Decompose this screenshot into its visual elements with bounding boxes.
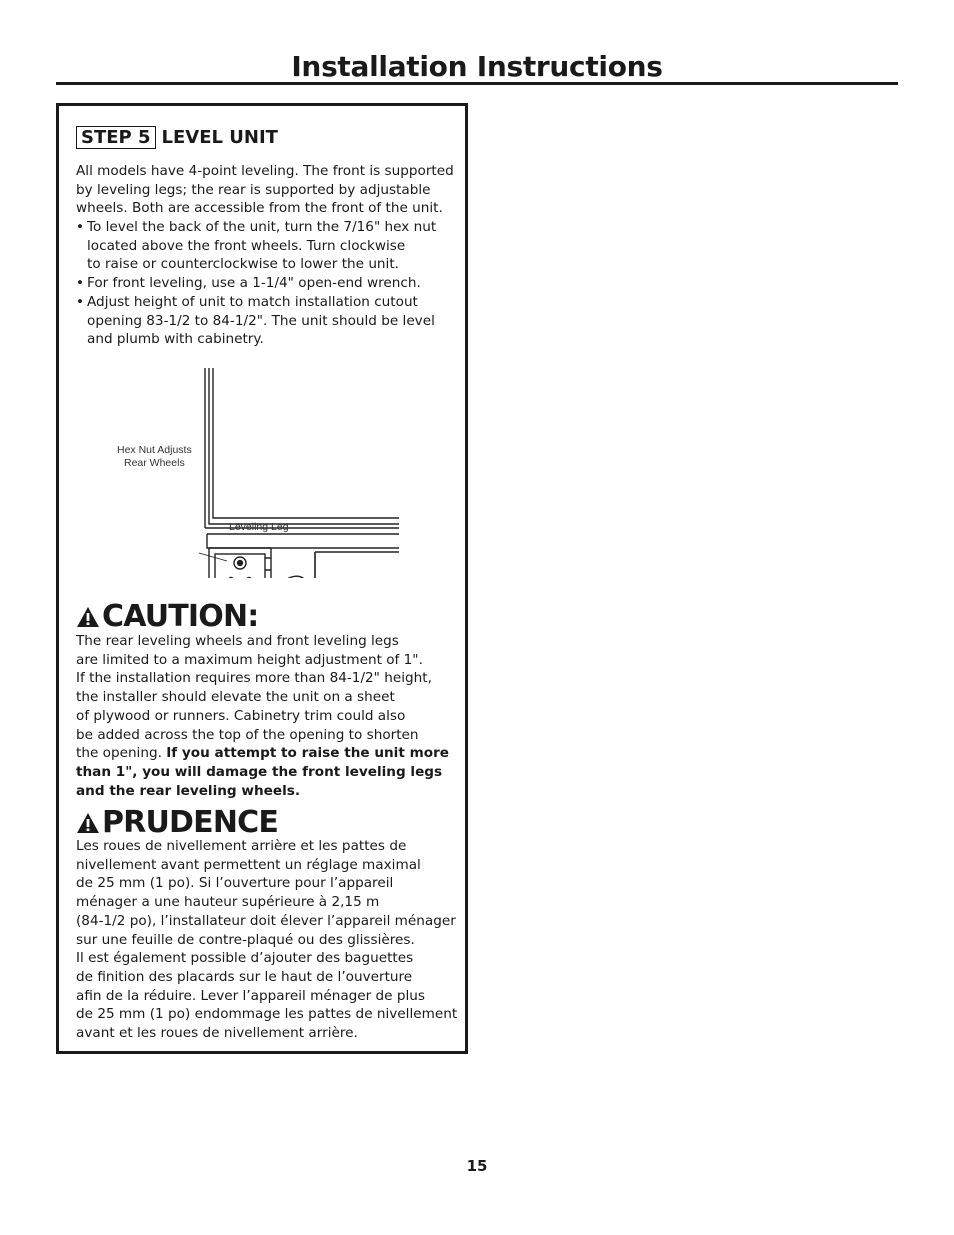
prudence-heading [76, 805, 279, 840]
bullet-text: Adjust height of unit to match installation cutout opening 83-1/2 to 84-1/2". The unit should be level and plumb with cabinetry. [87, 293, 435, 348]
list-item: • Adjust height of unit to match installation cutout opening 83-1/2 to 84-1/2". The unit should be level and plumb with cabinetry. [76, 293, 435, 348]
bullet-text: To level the back of the unit, turn the 7/16" hex nut located above the front wheels. Turn clockwise to raise or counterclockwise to lower the unit. [87, 219, 437, 273]
step-5-box [56, 103, 468, 1054]
title-rule [56, 82, 898, 85]
caution-heading [76, 599, 259, 634]
step-label: STEP 5 [76, 126, 156, 149]
caution-title: CAUTION: [102, 599, 259, 634]
leveling-diagram [99, 358, 419, 578]
step-title: LEVEL UNIT [161, 127, 278, 148]
prudence-text: Les roues de nivellement arrière et les pattes de nivellement avant permettent un réglage maximal de 25 mm (1 po). Si l’ouverture pour l’appareil ménager a une hauteur supérieure à 2,15 m (84-1/2 po), l’installateur doit élever l’appareil ménager sur une feuille de contre-plaqué ou des glissières. Il est également possible d’ajouter des baguettes de finition des placards sur le haut de l’ouverture afin de la réduire. Lever l’appareil ménager de plus de 25 mm (1 po) endommage les pattes de nivellement avant et les roues de nivellement arrière. [76, 838, 458, 1042]
page-title: Installation Instructions [291, 50, 663, 83]
step-heading [76, 127, 278, 148]
caution-bold-text: If you attempt to raise the unit more than 1", you will damage the front leveling legs and the rear leveling wheels. [76, 745, 449, 799]
warning-icon [76, 606, 100, 628]
list-item: • To level the back of the unit, turn the 7/16" hex nut located above the front wheels. Turn clockwise to raise or counterclockwise to lower the unit. [76, 219, 437, 273]
page-number: 15 [466, 1157, 488, 1175]
bullet-text: For front leveling, use a 1-1/4" open-end wrench. [87, 275, 421, 292]
list-item: • For front leveling, use a 1-1/4" open-end wrench. [76, 275, 421, 292]
hex-nut-label: Hex Nut Adjusts Rear Wheels [117, 444, 192, 469]
warning-icon [76, 812, 100, 834]
intro-paragraph: All models have 4-point leveling. The front is supported by leveling legs; the rear is supported by adjustable wheels. Both are accessible from the front of the unit. [76, 163, 454, 217]
caution-body: The rear leveling wheels and front leveling legs are limited to a maximum height adjustment of 1". If the installation requires more than 84-1/2" height, the installer should elevate the unit on a sheet of plywood or runners. Cabinetry trim could also be added across the top of the opening to shorten the opening. [76, 633, 432, 762]
leveling-leg-label: Leveling Leg [229, 521, 289, 533]
bullet-list [76, 218, 436, 349]
caution-text [76, 632, 449, 800]
prudence-title: PRUDENCE [102, 805, 279, 840]
